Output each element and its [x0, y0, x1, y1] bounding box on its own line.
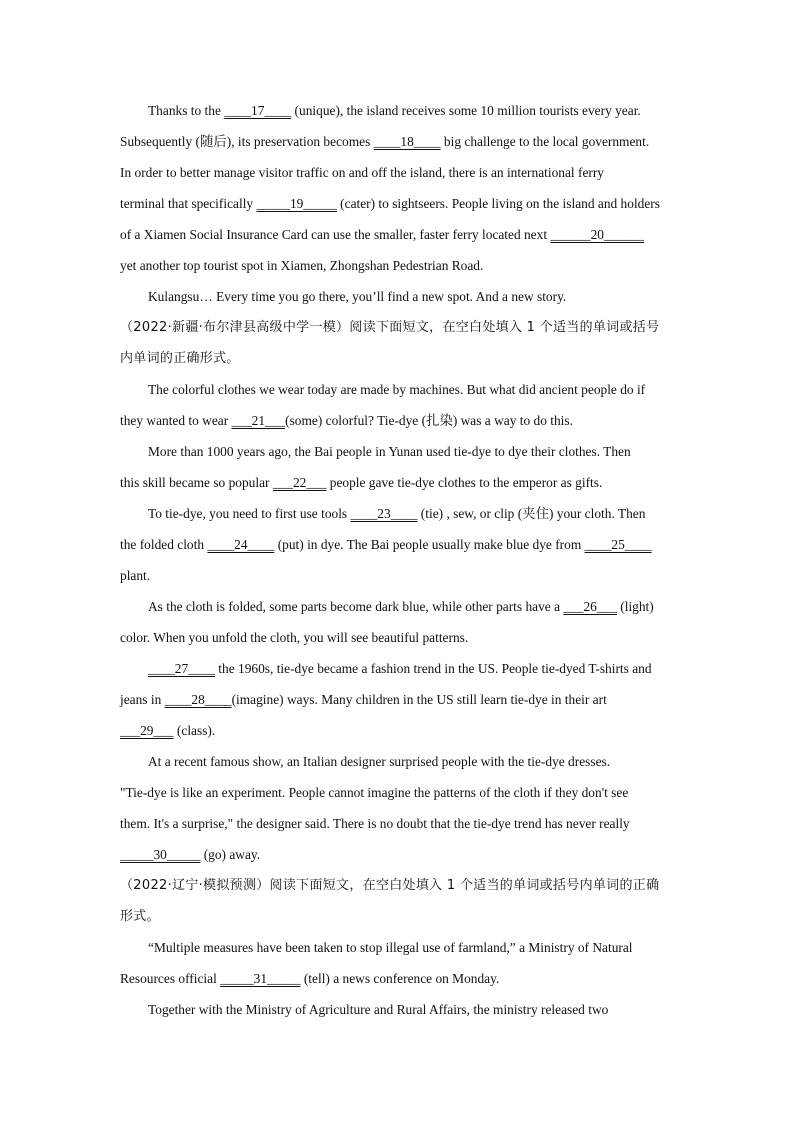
passage2-paragraph-3 [120, 498, 680, 529]
passage2-line-1: The colorful clothes we wear today are made by machines. But what did ancient people do if [148, 382, 646, 397]
passage2-paragraph-4-cont [120, 622, 680, 653]
passage2-paragraph-1 [120, 374, 680, 405]
text: they wanted to wear [120, 413, 232, 428]
passage3-paragraph-2 [120, 994, 680, 1025]
passage1-paragraph [120, 95, 680, 126]
passage1-line-5 [120, 219, 680, 250]
text: (class). [173, 723, 216, 738]
passage2-paragraph-3-cont [120, 529, 680, 591]
text: As the cloth is folded, some parts become dark blue, while other parts have a [148, 599, 564, 614]
passage3-paragraph-1 [120, 932, 680, 963]
blank-19: _____19_____ [256, 196, 337, 211]
passage1-line-4 [120, 188, 680, 219]
text: (put) in dye. The Bai people usually make blue dye from [274, 537, 585, 552]
blank-31: _____31_____ [220, 971, 301, 986]
passage2-paragraph-2 [120, 436, 680, 467]
text: (light) [616, 599, 654, 614]
passage1-line-6: yet another top tourist spot in Xiamen, Zhongshan Pedestrian Road. [120, 258, 484, 273]
passage1-closing [120, 281, 680, 312]
passage2-line-7: plant. [120, 568, 151, 583]
passage2-line-6 [120, 529, 680, 560]
passage2-line-11 [120, 684, 680, 715]
passage2-line-12 [120, 715, 680, 746]
blank-29: ___29___ [120, 723, 174, 738]
text: Resources official [120, 971, 221, 986]
text: (some) colorful? Tie-dye (扎染) was a way to do this. [285, 413, 573, 428]
passage3-line-2 [120, 963, 680, 994]
passage2-line-4 [120, 467, 680, 498]
text: (tie) , sew, or clip (夹住) your cloth. Then [417, 506, 646, 521]
text: (unique), the island receives some 10 million tourists every year. [291, 103, 641, 118]
blank-26: ___26___ [563, 599, 617, 614]
text: of a Xiamen Social Insurance Card can use the smaller, faster ferry located next [120, 227, 551, 242]
section2-instructions [120, 312, 680, 374]
blank-21: ___21___ [231, 413, 286, 428]
document-page [120, 95, 680, 1025]
passage2-line-9: color. When you unfold the cloth, you will see beautiful patterns. [120, 630, 469, 645]
text: jeans in [120, 692, 165, 707]
passage3-line-3: Together with the Ministry of Agriculture and Rural Affairs, the ministry released two [148, 1002, 609, 1017]
passage1-paragraph-cont [120, 126, 680, 281]
blank-28: ____28____ [164, 692, 232, 707]
text: Subsequently (随后), its preservation becomes [120, 134, 374, 149]
passage1-line-1 [120, 95, 680, 126]
text: this skill became so popular [120, 475, 273, 490]
text: the 1960s, tie-dye became a fashion trend in the US. People tie-dyed T-shirts and [214, 661, 652, 676]
passage2-paragraph-1-cont [120, 405, 680, 436]
text: (tell) a news conference on Monday. [300, 971, 500, 986]
section3-instructions [120, 870, 680, 932]
passage2-line-2 [120, 405, 680, 436]
text: (go) away. [200, 847, 261, 862]
blank-20: ______20______ [550, 227, 645, 242]
passage1-line-7: Kulangsu… Every time you go there, you’ll find a new spot. And a new story. [148, 289, 567, 304]
blank-24: ____24____ [207, 537, 275, 552]
text: people gave tie-dye clothes to the emperor as gifts. [326, 475, 603, 490]
passage2-line-8 [120, 591, 680, 622]
text: terminal that specifically [120, 196, 257, 211]
text: the folded cloth [120, 537, 208, 552]
blank-25: ____25____ [584, 537, 652, 552]
passage2-line-10 [120, 653, 680, 684]
section3-header-line-1: （2022·辽宁·模拟预测）阅读下面短文，在空白处填入 1 个适当的单词或括号内单词的正确 [120, 878, 660, 893]
passage2-line-14: "Tie-dye is like an experiment. People cannot imagine the patterns of the cloth if they don't see [120, 785, 629, 800]
passage2-line-16 [120, 839, 680, 870]
blank-22: ___22___ [272, 475, 327, 490]
passage2-line-13: At a recent famous show, an Italian designer surprised people with the tie-dye dresses. [148, 754, 611, 769]
blank-23: ____23____ [350, 506, 418, 521]
passage1-line-3: In order to better manage visitor traffic on and off the island, there is an international ferry [120, 165, 604, 180]
blank-18: ____18____ [373, 134, 441, 149]
passage1-line-2 [120, 126, 680, 157]
blank-27: ____27____ [148, 661, 215, 676]
passage2-paragraph-2-cont [120, 467, 680, 498]
passage2-paragraph-6 [120, 746, 680, 777]
passage2-line-3: More than 1000 years ago, the Bai people in Yunan used tie-dye to dye their clothes. Then [148, 444, 631, 459]
text: (cater) to sightseers. People living on the island and holders [336, 196, 660, 211]
text: To tie-dye, you need to first use tools [148, 506, 351, 521]
section2-header-line-1: （2022·新疆·布尔津县高级中学一模）阅读下面短文，在空白处填入 1 个适当的单词或括号 [120, 320, 660, 335]
text: Thanks to the [148, 103, 225, 118]
blank-30: _____30_____ [120, 847, 201, 862]
blank-17: ____17____ [224, 103, 292, 118]
passage2-paragraph-4 [120, 591, 680, 622]
passage2-line-5 [120, 498, 680, 529]
section2-header-line-2: 内单词的正确形式。 [120, 351, 240, 366]
passage2-paragraph-5-cont [120, 684, 680, 746]
passage3-line-1: “Multiple measures have been taken to stop illegal use of farmland,” a Ministry of Natural [148, 940, 633, 955]
passage2-line-15: them. It's a surprise," the designer said. There is no doubt that the tie-dye trend has never really [120, 816, 630, 831]
section3-header-line-2: 形式。 [120, 909, 160, 924]
passage2-paragraph-6-cont [120, 777, 680, 870]
text: (imagine) ways. Many children in the US still learn tie-dye in their art [231, 692, 607, 707]
text: big challenge to the local government. [440, 134, 650, 149]
passage2-paragraph-5 [120, 653, 680, 684]
passage3-paragraph-1-cont [120, 963, 680, 994]
